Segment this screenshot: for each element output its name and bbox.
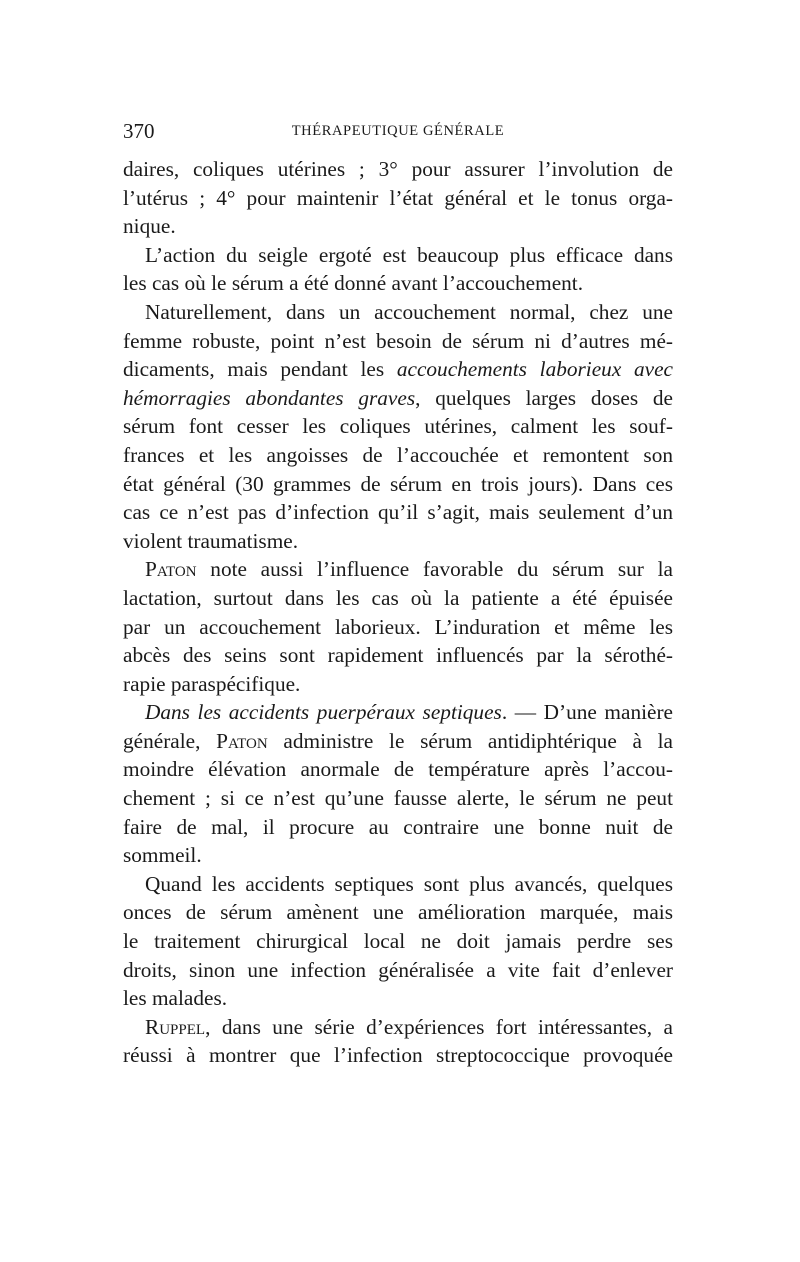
text-line: nique. (123, 214, 176, 239)
text-run: générale, (123, 728, 217, 753)
text-line: les malades. (123, 986, 228, 1011)
text-line: violent traumatisme. (123, 528, 299, 553)
text-run: . — D’une manière (501, 700, 674, 725)
text-line: rapie paraspécifique. (123, 671, 301, 696)
text-line: daires, coliques utérines ; 3° pour assurer l’involution de (123, 157, 673, 181)
text-line: lactation, surtout dans les cas où la patiente a été épuisée (123, 585, 673, 610)
text-line: Naturellement, dans un accouchement normal, chez une (145, 299, 673, 324)
body-text (123, 155, 673, 1070)
text-line (123, 384, 673, 413)
text-line: moindre élévation anormale de température après l’accou- (123, 757, 673, 782)
running-title: THÉRAPEUTIQUE GÉNÉRALE (291, 123, 505, 139)
text-line: cas ce n’est pas d’infection qu’il s’agit, mais seulement d’un (123, 500, 673, 525)
text-line: abcès des seins sont rapidement influencés par la sérothé- (123, 643, 673, 668)
text-line: réussi à montrer que l’infection streptococcique provoquée (123, 1043, 673, 1068)
text-line: frances et les angoisses de l’accouchée et remontent son (123, 442, 673, 467)
page-number: 370 (123, 119, 155, 143)
text-run: administre le sérum antidiphtérique à la (267, 728, 674, 753)
text-line: faire de mal, il procure au contraire une bonne nuit de (123, 814, 673, 839)
text-run: , dans une série d’expériences fort intéressantes, a (205, 1014, 673, 1039)
text-line (123, 727, 673, 756)
text-line: l’utérus ; 4° pour maintenir l’état général et le tonus orga- (123, 185, 673, 210)
author-name: Paton (216, 728, 268, 753)
text-run: , quelques larges doses de (415, 385, 673, 410)
text-line (123, 355, 673, 384)
text-line: chement ; si ce n’est qu’une fausse alerte, le sérum ne peut (123, 786, 673, 811)
author-name: Ruppel (145, 1014, 206, 1039)
italic-run: hémorragies abondantes graves (123, 385, 416, 410)
text-line: sommeil. (123, 843, 202, 868)
text-line: L’action du seigle ergoté est beaucoup plus efficace dans (145, 242, 673, 267)
italic-run: Dans les accidents puerpéraux septiques (145, 700, 502, 725)
text-line: femme robuste, point n’est besoin de sérum ni d’autres mé- (123, 328, 673, 353)
text-line: onces de sérum amènent une amélioration marquée, mais (123, 900, 673, 925)
author-name: Paton (145, 557, 197, 582)
text-line: sérum font cesser les coliques utérines, calment les souf- (123, 414, 673, 439)
text-line: état général (30 grammes de sérum en trois jours). Dans ces (123, 471, 673, 496)
text-line: le traitement chirurgical local ne doit jamais perdre ses (123, 929, 673, 954)
text-line: par un accouchement laborieux. L’induration et même les (123, 614, 673, 639)
text-line (123, 698, 673, 727)
text-line (123, 555, 673, 584)
text-line: les cas où le sérum a été donné avant l’accouchement. (123, 271, 584, 296)
text-run: dicaments, mais pendant les (123, 357, 397, 382)
italic-run: accouchements laborieux avec (396, 357, 673, 382)
text-line: droits, sinon une infection généralisée a vite fait d’enlever (123, 957, 673, 982)
text-line (123, 1013, 673, 1042)
text-line: Quand les accidents septiques sont plus avancés, quelques (145, 871, 673, 896)
text-run: note aussi l’influence favorable du sérum sur la (196, 557, 673, 582)
page-header (123, 118, 673, 144)
